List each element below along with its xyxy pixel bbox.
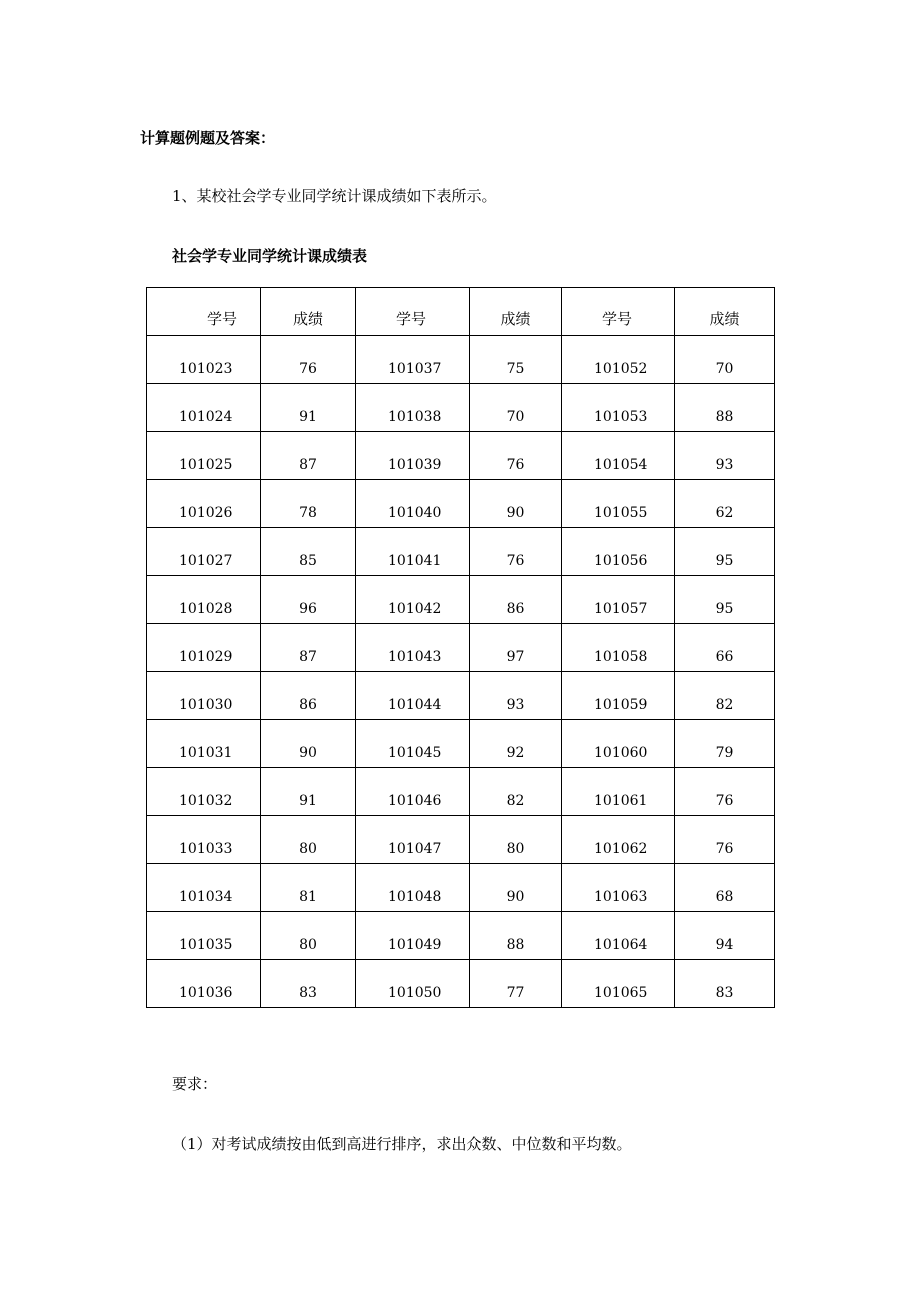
score-cell: 78 [261,480,356,528]
student-id-cell: 101035 [147,912,261,960]
table-row [147,768,775,816]
scores-table-body [147,288,775,1008]
score-cell: 76 [470,432,562,480]
score-cell: 93 [470,672,562,720]
student-id-cell: 101043 [356,624,470,672]
table-row [147,432,775,480]
task-text: （1）对考试成绩按由低到高进行排序，求出众数、中位数和平均数。 [172,1135,632,1153]
table-row [147,384,775,432]
score-cell: 80 [261,912,356,960]
score-cell: 76 [261,336,356,384]
student-id-cell: 101032 [147,768,261,816]
score-cell: 80 [261,816,356,864]
score-cell: 87 [261,624,356,672]
score-cell: 82 [675,672,775,720]
student-id-cell: 101033 [147,816,261,864]
table-title: 社会学专业同学统计课成绩表 [172,247,368,265]
column-header-student-id: 学号 [356,288,470,336]
table-row [147,720,775,768]
student-id-cell: 101041 [356,528,470,576]
student-id-cell: 101047 [356,816,470,864]
student-id-cell: 101061 [562,768,675,816]
student-id-cell: 101028 [147,576,261,624]
student-id-cell: 101044 [356,672,470,720]
requirement-label: 要求： [172,1075,218,1093]
student-id-cell: 101048 [356,864,470,912]
table-row [147,576,775,624]
student-id-cell: 101054 [562,432,675,480]
student-id-cell: 101046 [356,768,470,816]
score-cell: 90 [470,864,562,912]
table-row [147,912,775,960]
score-cell: 91 [261,768,356,816]
score-cell: 95 [675,576,775,624]
score-cell: 97 [470,624,562,672]
score-cell: 90 [470,480,562,528]
score-cell: 86 [261,672,356,720]
student-id-cell: 101062 [562,816,675,864]
score-cell: 93 [675,432,775,480]
score-cell: 94 [675,912,775,960]
table-row [147,528,775,576]
score-cell: 83 [675,960,775,1008]
student-id-cell: 101029 [147,624,261,672]
score-cell: 77 [470,960,562,1008]
table-row [147,480,775,528]
scores-table [146,287,775,1008]
table-row [147,960,775,1008]
score-cell: 62 [675,480,775,528]
student-id-cell: 101053 [562,384,675,432]
table-row [147,672,775,720]
column-header-score: 成绩 [470,288,562,336]
student-id-cell: 101059 [562,672,675,720]
document-heading: 计算题例题及答案： [140,129,276,147]
student-id-cell: 101042 [356,576,470,624]
score-cell: 83 [261,960,356,1008]
student-id-cell: 101036 [147,960,261,1008]
score-cell: 91 [261,384,356,432]
score-cell: 88 [470,912,562,960]
column-header-student-id: 学号 [562,288,675,336]
score-cell: 79 [675,720,775,768]
score-cell: 86 [470,576,562,624]
student-id-cell: 101031 [147,720,261,768]
student-id-cell: 101025 [147,432,261,480]
table-row [147,624,775,672]
student-id-cell: 101040 [356,480,470,528]
student-id-cell: 101064 [562,912,675,960]
table-row [147,816,775,864]
score-cell: 75 [470,336,562,384]
student-id-cell: 101063 [562,864,675,912]
student-id-cell: 101065 [562,960,675,1008]
question-text: 1、某校社会学专业同学统计课成绩如下表所示。 [172,187,497,205]
score-cell: 70 [470,384,562,432]
score-cell: 68 [675,864,775,912]
score-cell: 80 [470,816,562,864]
column-header-score: 成绩 [675,288,775,336]
student-id-cell: 101038 [356,384,470,432]
column-header-score: 成绩 [261,288,356,336]
score-cell: 76 [675,768,775,816]
score-cell: 76 [470,528,562,576]
score-cell: 90 [261,720,356,768]
student-id-cell: 101056 [562,528,675,576]
student-id-cell: 101027 [147,528,261,576]
score-cell: 66 [675,624,775,672]
column-header-student-id: 学号 [147,288,261,336]
score-cell: 81 [261,864,356,912]
student-id-cell: 101039 [356,432,470,480]
student-id-cell: 101024 [147,384,261,432]
table-row [147,864,775,912]
student-id-cell: 101050 [356,960,470,1008]
student-id-cell: 101055 [562,480,675,528]
score-cell: 76 [675,816,775,864]
student-id-cell: 101058 [562,624,675,672]
table-header-row [147,288,775,336]
score-cell: 87 [261,432,356,480]
student-id-cell: 101026 [147,480,261,528]
student-id-cell: 101037 [356,336,470,384]
student-id-cell: 101030 [147,672,261,720]
score-cell: 96 [261,576,356,624]
score-cell: 88 [675,384,775,432]
student-id-cell: 101052 [562,336,675,384]
student-id-cell: 101060 [562,720,675,768]
student-id-cell: 101049 [356,912,470,960]
score-cell: 70 [675,336,775,384]
table-row [147,336,775,384]
score-cell: 85 [261,528,356,576]
student-id-cell: 101057 [562,576,675,624]
student-id-cell: 101023 [147,336,261,384]
student-id-cell: 101045 [356,720,470,768]
score-cell: 82 [470,768,562,816]
score-cell: 92 [470,720,562,768]
student-id-cell: 101034 [147,864,261,912]
score-cell: 95 [675,528,775,576]
